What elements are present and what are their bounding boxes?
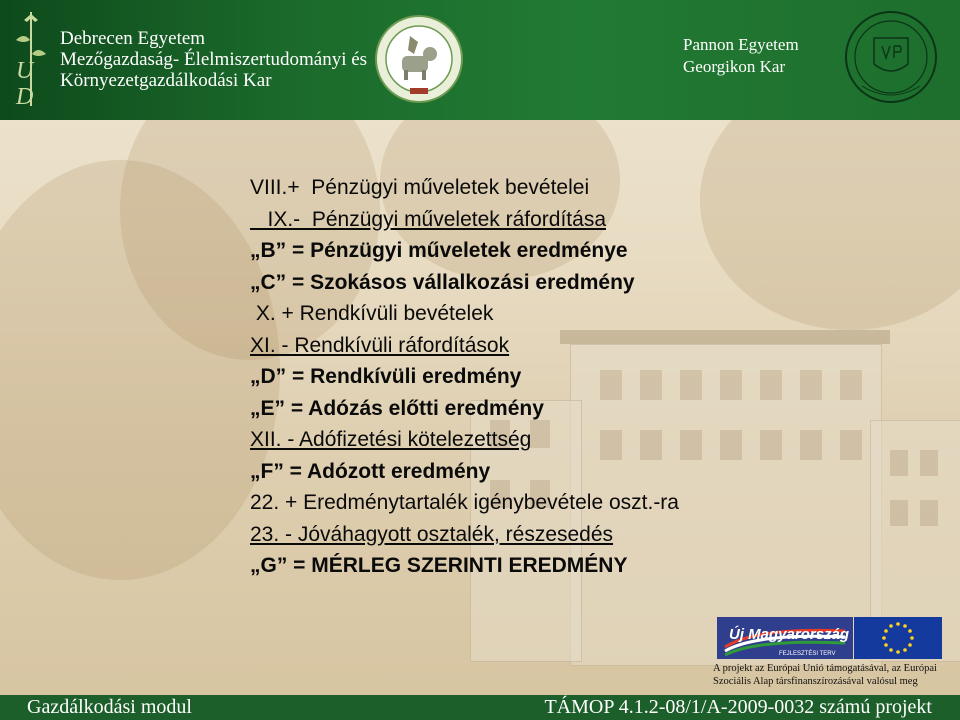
svg-text:Új Magyarország: Új Magyarország [729,626,850,643]
svg-text:D: D [16,84,34,110]
line-dividend: 23. - Jóváhagyott osztalék, részesedés [250,522,614,546]
line-g-result: „G” = MÉRLEG SZERINTI EREDMÉNY [250,554,628,577]
ud-logo-icon [6,10,56,110]
header-banner [0,0,960,120]
uj-magyarorszag-logo [717,617,853,659]
line-c-result: „C” = Szokásos vállalkozási eredmény [250,270,635,294]
footer-project-label: TÁMOP 4.1.2-08/1/A-2009-0032 számú projekt [544,696,932,718]
income-statement-list [250,172,950,582]
line-tax: XII. - Adófizetési kötelezettség [250,428,532,451]
line-reserve-use: 22. + Eredménytartalék igénybevétele oszt.-ra [250,491,679,514]
line-f-result: „F” = Adózott eredmény [250,459,491,483]
svg-text:FEJLESZTÉSI TERV: FEJLESZTÉSI TERV [779,651,836,657]
eu-funding-text: A projekt az Európai Unió támogatásával, az Európai Szociális Alap társfinanszírozásával valósul meg [713,663,937,687]
eu-flag-icon [854,617,942,659]
university-seal-icon [374,14,464,104]
line-extra-income: X. + Rendkívüli bevételek [250,302,494,325]
line-fin-expense: IX.- Pénzügyi műveletek ráfordítása [250,207,606,231]
footer-bar [0,695,960,720]
footer-module-label: Gazdálkodási modul [27,696,192,718]
pannon-seal-icon [842,8,940,106]
university-title-right: Pannon Egyetem Georgikon Kar [683,35,799,76]
line-fin-income: VIII.+ Pénzügyi műveletek bevételei [250,176,590,199]
university-title-left: Debrecen Egyetem Mezőgazdaság- Élelmiszertudományi és Környezetgazdálkodási Kar [60,28,368,91]
line-b-result: „B” = Pénzügyi műveletek eredménye [250,239,628,262]
line-extra-expense: XI. - Rendkívüli ráfordítások [250,333,510,357]
line-d-result: „D” = Rendkívüli eredmény [250,365,522,388]
line-e-result: „E” = Adózás előtti eredmény [250,396,544,420]
svg-text:U: U [16,58,34,84]
